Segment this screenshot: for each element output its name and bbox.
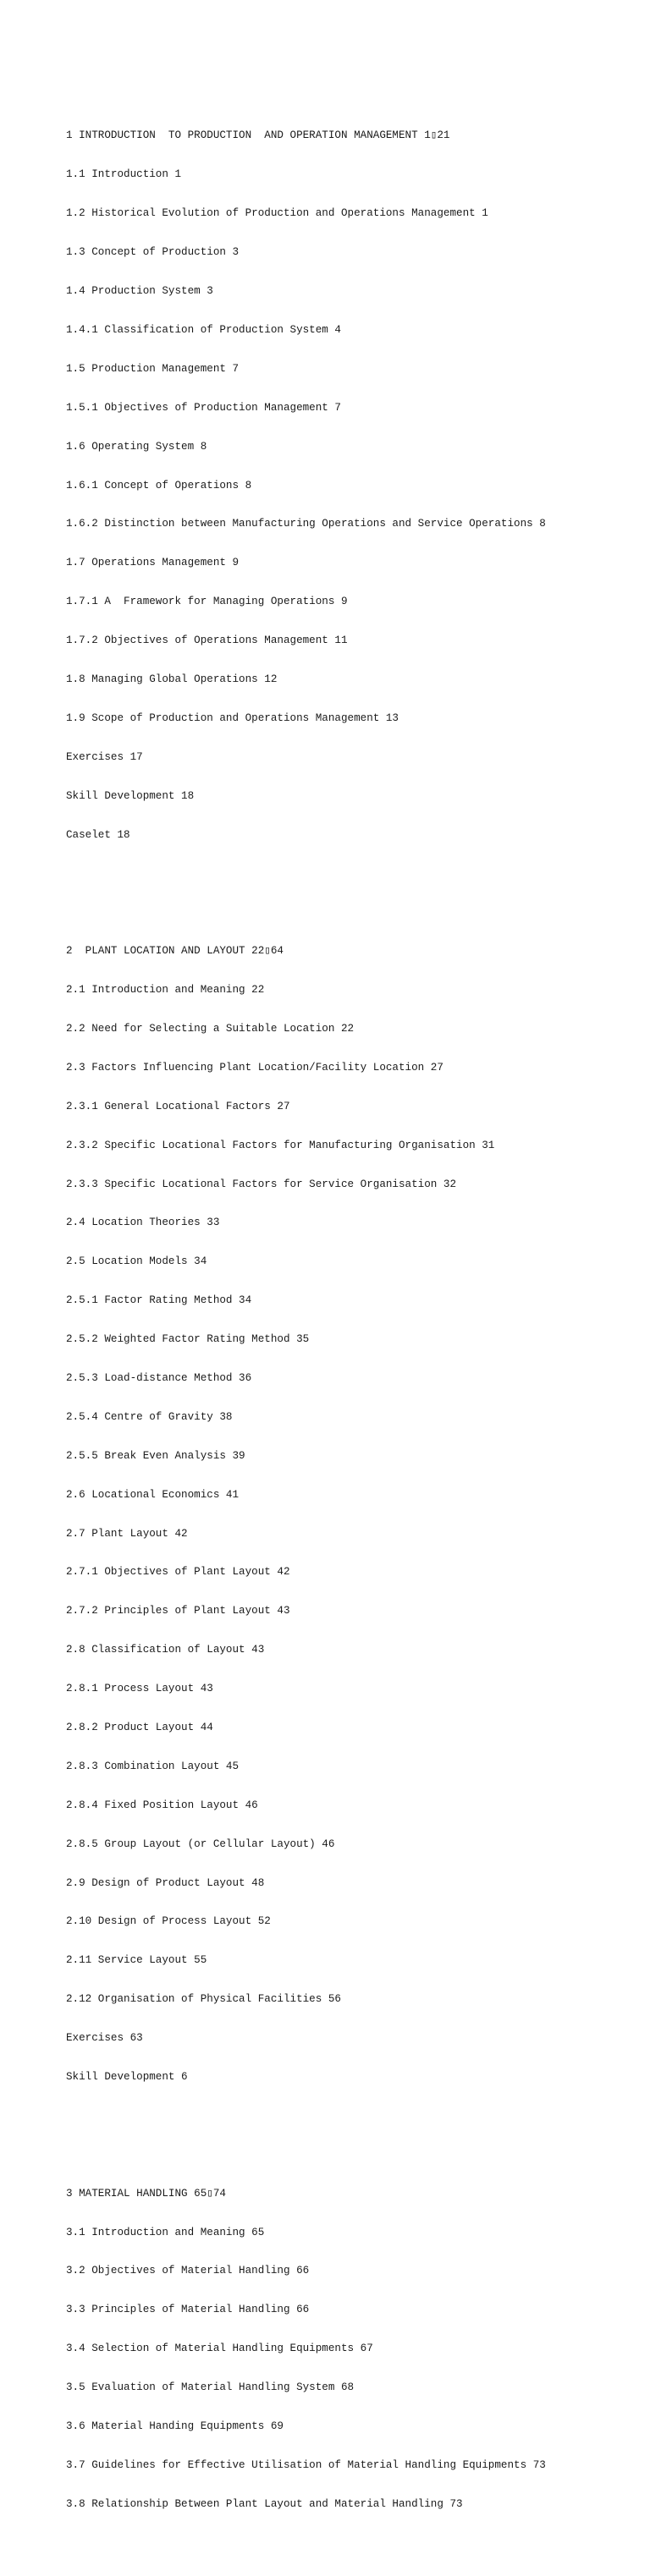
- toc-entry: 1.6 Operating System 8: [66, 440, 207, 453]
- toc-entry: 1.3 Concept of Production 3: [66, 246, 240, 259]
- toc-entry: Caselet 18: [66, 828, 130, 841]
- toc-section-1: [66, 104, 642, 868]
- toc-entry: 2.3.1 General Locational Factors 27: [66, 1100, 290, 1112]
- toc-entry: 1.5.1 Objectives of Production Management 7: [66, 401, 341, 414]
- toc-entry: 1.6.2 Distinction between Manufacturing Operations and Service Operations 8: [66, 518, 546, 530]
- toc-entry: 2.9 Design of Product Layout 48: [66, 1876, 265, 1889]
- toc-entry: 2.3 Factors Influencing Plant Location/Facility Location 27: [66, 1061, 443, 1074]
- toc-entry: 2.8.4 Fixed Position Layout 46: [66, 1799, 258, 1811]
- toc-entry: 2.6 Locational Economics 41: [66, 1488, 240, 1501]
- toc-entry: 2.8.5 Group Layout (or Cellular Layout) 46: [66, 1837, 335, 1850]
- toc-entry: Exercises 17: [66, 750, 143, 763]
- toc-entry: 1.1 Introduction 1: [66, 168, 182, 181]
- toc-section-3: [66, 2161, 642, 2537]
- toc-entry: 2.1 Introduction and Meaning 22: [66, 984, 265, 997]
- toc-entry: 2.5.1 Factor Rating Method 34: [66, 1294, 252, 1307]
- toc-entry: Skill Development 6: [66, 2071, 188, 2084]
- toc-entry: 3.1 Introduction and Meaning 65: [66, 2226, 265, 2238]
- toc-entry: 3.5 Evaluation of Material Handling System 68: [66, 2381, 355, 2394]
- toc-entry: 2.5.5 Break Even Analysis 39: [66, 1449, 245, 1462]
- toc-entry: 1.5 Production Management 7: [66, 362, 240, 375]
- chapter-heading: 2 PLANT LOCATION AND LAYOUT 22▯64: [66, 945, 284, 958]
- toc-entry: 2.5.3 Load-distance Method 36: [66, 1371, 252, 1384]
- toc-entry: 3.4 Selection of Material Handling Equipments 67: [66, 2343, 373, 2355]
- toc-entry: Skill Development 18: [66, 789, 195, 802]
- toc-entry: 1.4.1 Classification of Production System 4: [66, 323, 341, 336]
- toc-entry: 1.7 Operations Management 9: [66, 557, 240, 569]
- toc-entry: 1.7.2 Objectives of Operations Management 11: [66, 634, 348, 647]
- toc-entry: 2.5.4 Centre of Gravity 38: [66, 1410, 233, 1423]
- toc-entry: 2.5 Location Models 34: [66, 1255, 207, 1268]
- chapter-heading: 3 MATERIAL HANDLING 65▯74: [66, 2187, 226, 2200]
- toc-entry: 1.4 Production System 3: [66, 285, 213, 298]
- toc-entry: 2.8.2 Product Layout 44: [66, 1722, 213, 1733]
- toc-entry: 2.12 Organisation of Physical Facilities 56: [66, 1993, 341, 2006]
- toc-entry: 2.7.2 Principles of Plant Layout 43: [66, 1605, 290, 1618]
- toc-entry: 3.7 Guidelines for Effective Utilisation of Material Handling Equipments 73: [66, 2458, 546, 2471]
- toc-entry: 3.8 Relationship Between Plant Layout and Material Handling 73: [66, 2497, 463, 2510]
- toc-entry: 1.8 Managing Global Operations 12: [66, 673, 278, 685]
- toc-entry: 2.11 Service Layout 55: [66, 1954, 207, 1967]
- toc-entry: 2.7.1 Objectives of Plant Layout 42: [66, 1566, 290, 1579]
- table-of-contents: [66, 65, 642, 2576]
- toc-entry: 1.9 Scope of Production and Operations Management 13: [66, 711, 399, 724]
- toc-entry: 1.2 Historical Evolution of Production and Operations Management 1: [66, 207, 488, 220]
- toc-entry: 1.6.1 Concept of Operations 8: [66, 479, 252, 492]
- toc-entry: 2.7 Plant Layout 42: [66, 1527, 188, 1540]
- toc-entry: 3.2 Objectives of Material Handling 66: [66, 2265, 310, 2277]
- toc-entry: 3.3 Principles of Material Handling 66: [66, 2304, 310, 2316]
- toc-entry: 2.4 Location Theories 33: [66, 1217, 220, 1229]
- toc-entry: 1.7.1 A Framework for Managing Operations 9: [66, 596, 348, 608]
- chapter-heading: 1 INTRODUCTION TO PRODUCTION AND OPERATION MANAGEMENT 1▯21: [66, 129, 450, 142]
- toc-entry: 2.8 Classification of Layout 43: [66, 1644, 265, 1656]
- toc-entry: 2.8.3 Combination Layout 45: [66, 1760, 240, 1772]
- toc-entry: 2.3.3 Specific Locational Factors for Service Organisation 32: [66, 1178, 457, 1190]
- toc-entry: 2.2 Need for Selecting a Suitable Location 22: [66, 1022, 355, 1035]
- toc-entry: 2.5.2 Weighted Factor Rating Method 35: [66, 1333, 310, 1346]
- toc-entry: Exercises 63: [66, 2032, 143, 2045]
- toc-entry: 2.10 Design of Process Layout 52: [66, 1915, 271, 1928]
- toc-entry: 2.3.2 Specific Locational Factors for Manufacturing Organisation 31: [66, 1139, 495, 1151]
- toc-entry: 3.6 Material Handing Equipments 69: [66, 2420, 284, 2433]
- toc-section-2: [66, 920, 642, 2110]
- toc-entry: 2.8.1 Process Layout 43: [66, 1683, 213, 1695]
